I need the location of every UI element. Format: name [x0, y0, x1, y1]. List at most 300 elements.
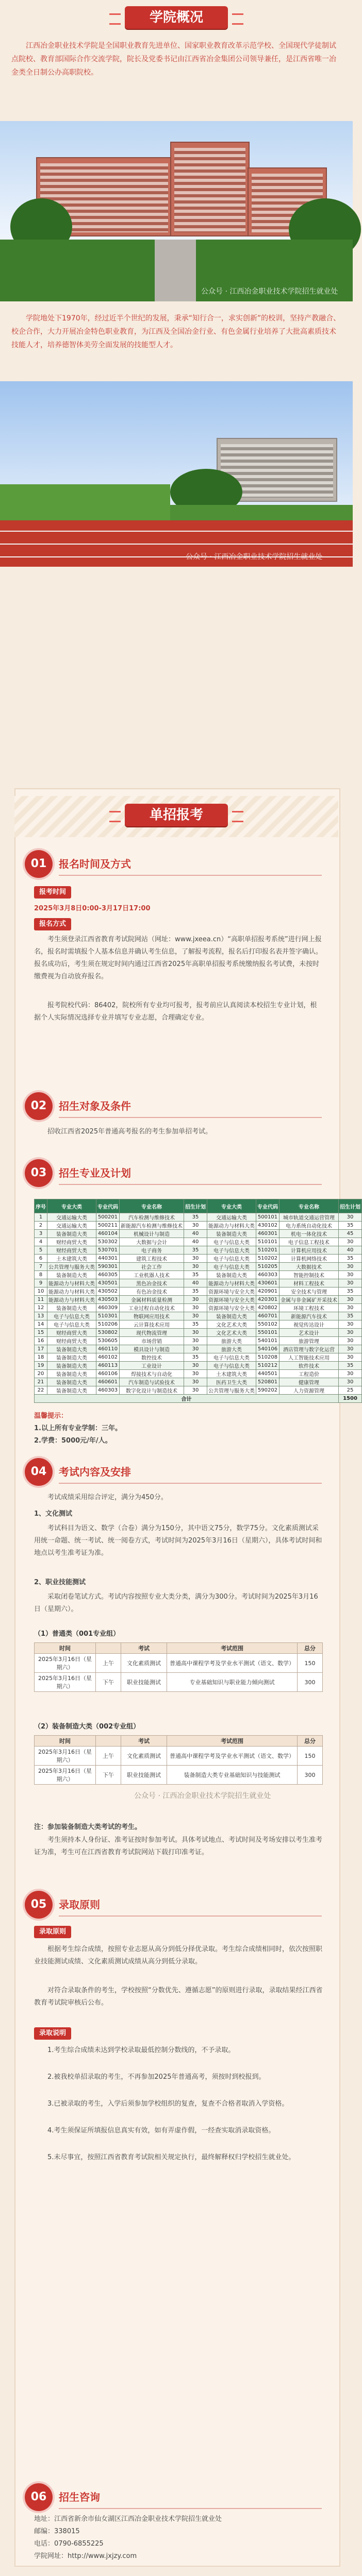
table-cell: 10 — [35, 1287, 47, 1296]
table-cell: 30 — [184, 1296, 207, 1304]
table-header: 专业名称 — [279, 1199, 339, 1213]
table-cell: 5 — [35, 1246, 47, 1255]
table-row — [35, 1378, 362, 1386]
table-header: 总分 — [298, 1736, 323, 1747]
exam-sub-1: 1、文化测试 — [34, 1510, 73, 1518]
table-cell: 30 — [339, 1213, 362, 1222]
section-title-02: 招生对象及条件 — [59, 1100, 131, 1112]
table-cell: 装备制造大类 — [47, 1370, 96, 1378]
table-cell: 460110 — [96, 1345, 120, 1353]
table-cell: 9 — [35, 1279, 47, 1287]
table-cell: 交通运输大类 — [207, 1213, 256, 1222]
table-cell: 430102 — [256, 1222, 279, 1230]
table-cell: 8 — [35, 1271, 47, 1279]
table-cell: 旅游大类 — [207, 1337, 256, 1345]
table-header: 招生计划 — [184, 1199, 207, 1213]
table-cell: 460701 — [256, 1312, 279, 1320]
section-number-03: 03 — [25, 1159, 53, 1187]
table-cell: 文化艺术大类 — [207, 1329, 256, 1337]
table-header: 考试 — [121, 1643, 167, 1654]
table-cell: 2025年3月16日（星期六） — [35, 1654, 96, 1673]
table-cell: 能源动力与材料大类 — [207, 1279, 256, 1287]
table-header-row — [35, 1199, 362, 1213]
table-cell: 17 — [35, 1345, 47, 1353]
table-cell: 460102 — [96, 1353, 120, 1362]
table-row — [35, 1287, 362, 1296]
section-divider — [59, 1483, 322, 1484]
contact-address: 地址：江西省新余市仙女湖区江西冶金职业技术学院招生就业处 — [34, 2515, 222, 2523]
table-cell: 30 — [339, 1345, 362, 1353]
admission-item-4: 4.考生须保证所填报信息真实有效，如有弄虚作假，一经查实取消录取资格。 — [47, 2127, 275, 2134]
section-divider — [59, 2508, 322, 2509]
table-cell: 金属材料质量检测 — [120, 1296, 184, 1304]
table-cell: 云计算技术应用 — [120, 1320, 184, 1329]
table-cell: 电子与信息大类 — [207, 1238, 256, 1246]
table-cell: 510212 — [256, 1362, 279, 1370]
table-header: 招生计划 — [339, 1199, 362, 1213]
exam-text-2: 采取闭卷笔试方式。考试内容按照专业大类分类，满分为300分。考试时间为2025年3月16日（星期六）。 — [34, 1593, 318, 1613]
table-cell: 590301 — [96, 1263, 120, 1271]
right-decoration — [232, 811, 243, 822]
register-code-text: 报考院校代码：86402，院校所有专业均可报考，报考前应认真阅读本校招生专业计划，根据个人实际情况选择专业并填写专业志愿，合理确定专业。 — [34, 1002, 317, 1022]
table-cell: 装备制造大类 — [207, 1312, 256, 1320]
table-cell: 430503 — [96, 1296, 120, 1304]
table-body — [35, 1213, 362, 1395]
intro-title-text: 学院概况 — [149, 10, 203, 25]
schedule-caption-2: （2）装备制造大类（002专业组） — [34, 1723, 140, 1731]
section-number-01: 01 — [25, 850, 53, 878]
table-cell: 电子与信息大类 — [207, 1246, 256, 1255]
table-cell: 模具设计与制造 — [120, 1345, 184, 1353]
exam-schedule-table-1 — [34, 1642, 323, 1692]
table-cell: 510201 — [256, 1246, 279, 1255]
table-row — [35, 1255, 362, 1263]
table-cell: 30 — [339, 1370, 362, 1378]
table-total-row — [35, 1395, 362, 1403]
exam-note-text: 考生须持本人身份证、准考证按时参加考试。具体考试地点、考试时间及考场安排以考生准考证为准，考生可在江西省教育考试院网站下载打印准考证。 — [34, 1836, 323, 1856]
exam-note-title: 注：参加装备制造大类考试的考生。 — [34, 1823, 142, 1831]
section-title-05: 录取原则 — [59, 1899, 100, 1911]
table-cell: 智能控制技术 — [279, 1271, 339, 1279]
table-cell: 510205 — [256, 1263, 279, 1271]
table-cell: 1 — [35, 1213, 47, 1222]
table-cell: 460303 — [96, 1386, 120, 1395]
table-watermark: 公众号 · 江西冶金职业技术学院招生就业处 — [134, 1792, 271, 1800]
table-cell: 装备制造大类 — [207, 1230, 256, 1238]
table-cell: 有色冶金技术 — [120, 1287, 184, 1296]
table-cell: 40 — [184, 1238, 207, 1246]
table-cell: 新能源汽车检测与维修技术 — [120, 1222, 184, 1230]
note-2: 2.学费：5000元/年/人。 — [34, 1437, 112, 1445]
table-header: 专业代码 — [96, 1199, 120, 1213]
table-cell: 510208 — [256, 1353, 279, 1362]
table-cell: 新能源汽车技术 — [279, 1312, 339, 1320]
table-cell: 510301 — [96, 1312, 120, 1320]
table-row — [35, 1304, 362, 1312]
table-cell: 540106 — [256, 1345, 279, 1353]
note-1: 1.以上所有专业学制：三年。 — [34, 1425, 122, 1432]
admission-item-1: 1.考生综合成绩未达到学校录取最低控制分数线的，不予录取。 — [47, 2046, 235, 2054]
table-cell: 150 — [298, 1747, 323, 1766]
table-cell: 150 — [298, 1654, 323, 1673]
table-cell: 软件技术 — [279, 1362, 339, 1370]
table-cell: 文化素质测试 — [121, 1654, 167, 1673]
table-row — [35, 1673, 323, 1692]
table-cell: 2025年3月16日（星期六） — [35, 1747, 96, 1766]
table-cell: 大数据与会计 — [120, 1238, 184, 1246]
table-row — [35, 1296, 362, 1304]
table-cell: 公共管理与服务大类 — [207, 1386, 256, 1395]
table-cell: 45 — [339, 1230, 362, 1238]
table-cell: 12 — [35, 1304, 47, 1312]
table-cell: 30 — [184, 1304, 207, 1312]
section-divider — [59, 1184, 322, 1185]
campus-photo-2 — [0, 381, 353, 567]
table-cell: 装备制造大类 — [47, 1386, 96, 1395]
section-number-05: 05 — [25, 1891, 53, 1919]
table-cell: 能源动力与材料大类 — [47, 1287, 96, 1296]
table-cell: 35 — [339, 1222, 362, 1230]
table-cell: 旅游管理 — [279, 1337, 339, 1345]
total-label: 合计 — [35, 1395, 339, 1403]
table-cell: 460305 — [96, 1271, 120, 1279]
register-method-text: 考生须登录江西省教育考试院网站（网址：www.jxeea.cn）“高职单招报考系统”进行网上报名，报名时需填报个人基本信息并确认考生信息，了解报考流程，报名后打印报名表并签字确认。报名成功后，考生须在规定时间内通过江西省2025年高职单招报考系统缴纳报名考试费，未按时缴费视为自动放弃报名。 — [34, 936, 323, 980]
table-cell: 旅游大类 — [207, 1345, 256, 1353]
table-cell: 能源动力与材料大类 — [207, 1222, 256, 1230]
table-cell: 下午 — [96, 1766, 121, 1785]
table-header: 专业名称 — [120, 1199, 184, 1213]
table-cell: 汽车检测与维修技术 — [120, 1213, 184, 1222]
table-cell: 电力系统自动化技术 — [279, 1222, 339, 1230]
table-cell: 35 — [184, 1287, 207, 1296]
table-cell: 550101 — [256, 1329, 279, 1337]
right-decoration — [232, 13, 243, 25]
register-time: 2025年3月8日0:00-3月17日17:00 — [34, 905, 151, 912]
table-cell: 19 — [35, 1362, 47, 1370]
table-cell: 530605 — [96, 1337, 120, 1345]
table-cell: 上午 — [96, 1747, 121, 1766]
table-cell: 35 — [339, 1312, 362, 1320]
table-row — [35, 1263, 362, 1271]
table-cell: 460601 — [96, 1378, 120, 1386]
photo-watermark-1: 公众号 · 江西冶金职业技术学院招生就业处 — [201, 287, 338, 296]
table-cell: 工业机器人技术 — [120, 1271, 184, 1279]
table-row — [35, 1337, 362, 1345]
table-cell: 30 — [339, 1238, 362, 1246]
table-row — [35, 1246, 362, 1255]
table-row — [35, 1362, 362, 1370]
table-cell: 460104 — [96, 1230, 120, 1238]
table-cell: 下午 — [96, 1673, 121, 1692]
table-header: 序号 — [35, 1199, 47, 1213]
table-cell: 11 — [35, 1296, 47, 1304]
table-header: 时间 — [35, 1643, 96, 1654]
table-cell: 能源动力与材料大类 — [47, 1296, 96, 1304]
table-cell: 人工智能技术应用 — [279, 1353, 339, 1362]
contact-postcode: 邮编：338015 — [34, 2528, 80, 2535]
admission-item-2: 2.被我校单招录取的考生，不再参加2025年普通高考，须按时到校报到。 — [47, 2073, 266, 2081]
section-divider — [59, 1916, 322, 1917]
admission-title — [125, 804, 228, 826]
table-cell: 530302 — [96, 1238, 120, 1246]
table-header: 专业大类 — [47, 1199, 96, 1213]
table-cell: 现代物流管理 — [120, 1329, 184, 1337]
table-cell: 社会工作 — [120, 1263, 184, 1271]
table-cell: 30 — [339, 1263, 362, 1271]
table-cell: 590202 — [256, 1386, 279, 1395]
table-cell: 物联网应用技术 — [120, 1312, 184, 1320]
table-cell: 300 — [298, 1673, 323, 1692]
exam-schedule-table-2 — [34, 1735, 323, 1785]
target-text: 招收江西省2025年普通高考报名的考生参加单招考试。 — [47, 1128, 212, 1136]
table-row — [35, 1370, 362, 1378]
table-cell: 人力资源管理 — [279, 1386, 339, 1395]
table-cell: 35 — [184, 1246, 207, 1255]
table-cell: 510202 — [256, 1255, 279, 1263]
table-cell: 电子与信息大类 — [207, 1263, 256, 1271]
table-cell: 装备制造大类 — [47, 1353, 96, 1362]
section-divider — [59, 875, 322, 876]
table-cell: 3 — [35, 1230, 47, 1238]
table-header: 时间 — [35, 1736, 96, 1747]
table-cell: 工程造价 — [279, 1370, 339, 1378]
table-cell: 财经商贸大类 — [47, 1238, 96, 1246]
table-cell: 510206 — [96, 1320, 120, 1329]
table-cell: 460113 — [96, 1362, 120, 1370]
table-cell: 30 — [339, 1337, 362, 1345]
table-row — [35, 1271, 362, 1279]
table-cell: 21 — [35, 1378, 47, 1386]
admission-item-3: 3.已被录取的考生，入学后须参加学校组织的复查，复查不合格者取消入学资格。 — [47, 2100, 289, 2108]
table-cell: 7 — [35, 1263, 47, 1271]
table-cell: 510101 — [256, 1238, 279, 1246]
table-row — [35, 1766, 323, 1785]
table-cell: 健康管理 — [279, 1378, 339, 1386]
table-cell: 4 — [35, 1238, 47, 1246]
table-cell: 装备制造大类专业基础知识与技能测试 — [167, 1766, 298, 1785]
table-cell: 电子与信息大类 — [47, 1312, 96, 1320]
table-cell: 30 — [184, 1312, 207, 1320]
table-cell: 420901 — [256, 1287, 279, 1296]
table-cell: 30 — [184, 1222, 207, 1230]
table-cell: 财经商贸大类 — [47, 1337, 96, 1345]
table-cell: 装备制造大类 — [47, 1362, 96, 1370]
table-header: 考试范围 — [167, 1736, 298, 1747]
table-cell: 普通高中课程学考及学业水平测试（语文、数学） — [167, 1747, 298, 1766]
table-cell: 交通运输大类 — [47, 1222, 96, 1230]
table-cell: 30 — [184, 1255, 207, 1263]
table-cell: 数字化设计与制造技术 — [120, 1386, 184, 1395]
admission-title-text: 单招报考 — [149, 807, 203, 823]
table-cell: 420301 — [256, 1296, 279, 1304]
table-cell: 15 — [35, 1329, 47, 1337]
exam-sub-2: 2、职业技能测试 — [34, 1579, 86, 1586]
table-row — [35, 1654, 323, 1673]
exam-text-1: 考试科目为语文、数学（合卷）满分为150分，其中语文75分，数学75分。文化素质测试采用统一命题、统一考试、统一阅卷方式，考试时间为2025年3月16日（星期六），具体考试时间和地点以考生准考证为准。 — [34, 1524, 322, 1557]
intro-paragraph-1: 江西冶金职业技术学院是全国职业教育先进单位、国家职业教育改革示范学校、全国现代学徒制试点院校、教育部国际合作交流学院，院长及党委书记由江西省冶金集团公司领导兼任，是江西省唯一冶金类全日制公办高职院校。 — [11, 42, 336, 77]
table-cell: 530802 — [96, 1329, 120, 1337]
table-cell: 金属与非金属矿开采技术 — [279, 1296, 339, 1304]
table-header: 考试 — [121, 1736, 167, 1747]
table-cell: 电子商务 — [120, 1246, 184, 1255]
table-cell: 市场营销 — [120, 1337, 184, 1345]
table-cell: 职业技能测试 — [121, 1766, 167, 1785]
table-cell: 装备制造大类 — [47, 1304, 96, 1312]
table-cell: 530701 — [96, 1246, 120, 1255]
table-cell: 16 — [35, 1337, 47, 1345]
table-cell: 专业基础知识与职业能力倾向测试 — [167, 1673, 298, 1692]
table-cell: 资源环境与安全大类 — [207, 1304, 256, 1312]
table-cell: 2 — [35, 1222, 47, 1230]
table-row — [35, 1230, 362, 1238]
table-cell: 14 — [35, 1320, 47, 1329]
table-cell: 22 — [35, 1386, 47, 1395]
table-cell: 460309 — [96, 1304, 120, 1312]
table-cell: 430501 — [96, 1279, 120, 1287]
section-number-06: 06 — [25, 2483, 53, 2511]
table-row — [35, 1222, 362, 1230]
table-cell: 35 — [184, 1213, 207, 1222]
table-cell: 装备制造大类 — [47, 1271, 96, 1279]
table-cell: 30 — [339, 1304, 362, 1312]
table-cell: 文化素质测试 — [121, 1747, 167, 1766]
table-cell: 交通运输大类 — [47, 1213, 96, 1222]
contact-phone[interactable]: 电话：0790-6855225 — [34, 2540, 104, 2548]
table-cell: 300 — [298, 1766, 323, 1785]
left-decoration — [109, 13, 121, 25]
table-cell: 460303 — [256, 1271, 279, 1279]
table-cell: 计算机网络技术 — [279, 1255, 339, 1263]
table-cell: 30 — [339, 1296, 362, 1304]
table-cell: 6 — [35, 1255, 47, 1263]
table-cell: 城市轨道交通运营管理 — [279, 1213, 339, 1222]
section-divider — [59, 1117, 322, 1118]
section-title-04: 考试内容及安排 — [59, 1466, 131, 1478]
table-cell: 机械设计与制造 — [120, 1230, 184, 1238]
table-cell: 焊接技术与自动化 — [120, 1370, 184, 1378]
table-cell: 资源环境与安全大类 — [207, 1287, 256, 1296]
table-cell: 30 — [184, 1386, 207, 1395]
table-row — [35, 1213, 362, 1222]
table-cell: 440501 — [256, 1370, 279, 1378]
tag-admission-principle: 录取原则 — [34, 1926, 71, 1938]
table-cell: 汽车制造与试验技术 — [120, 1378, 184, 1386]
table-cell: 30 — [184, 1263, 207, 1271]
table-cell: 医药卫生大类 — [207, 1378, 256, 1386]
table-cell: 机电一体化技术 — [279, 1230, 339, 1238]
admission-text-2: 对符合录取条件的考生，学校按照“分数优先、遵循志愿”的原则进行录取，录取结果经江西省教育考试院审核后公布。 — [34, 1987, 323, 2007]
section-number-04: 04 — [25, 1458, 53, 1486]
table-cell: 40 — [339, 1246, 362, 1255]
table-cell: 黑色冶金技术 — [120, 1279, 184, 1287]
table-cell: 40 — [184, 1230, 207, 1238]
tag-register-method: 报名方式 — [34, 918, 71, 930]
table-cell: 视觉传达设计 — [279, 1320, 339, 1329]
table-header: 专业大类 — [207, 1199, 256, 1213]
table-cell: 大数据技术 — [279, 1263, 339, 1271]
table-cell: 18 — [35, 1353, 47, 1362]
table-row — [35, 1353, 362, 1362]
table-cell: 40 — [184, 1279, 207, 1287]
table-header — [96, 1643, 121, 1654]
table-cell: 能源动力与材料大类 — [47, 1279, 96, 1287]
section-number-02: 02 — [25, 1092, 53, 1120]
table-row — [35, 1279, 362, 1287]
table-cell: 电子与信息大类 — [47, 1320, 96, 1329]
table-cell: 酒店管理与数字化运营 — [279, 1345, 339, 1353]
table-cell: 13 — [35, 1312, 47, 1320]
table-cell: 工业过程自动化技术 — [120, 1304, 184, 1312]
table-cell: 440301 — [96, 1255, 120, 1263]
table-cell: 540101 — [256, 1337, 279, 1345]
table-cell: 土木建筑大类 — [207, 1370, 256, 1378]
table-cell: 35 — [339, 1287, 362, 1296]
tag-register-time: 报考时间 — [34, 886, 71, 899]
table-row — [35, 1320, 362, 1329]
total-value: 1500 — [339, 1395, 362, 1403]
table-cell: 20 — [35, 1370, 47, 1378]
table-cell: 财经商贸大类 — [47, 1246, 96, 1255]
enrollment-plan-table — [34, 1199, 362, 1403]
table-cell: 装备制造大类 — [47, 1230, 96, 1238]
table-cell: 30 — [339, 1329, 362, 1337]
table-cell: 电子信息工程技术 — [279, 1238, 339, 1246]
table-cell: 工业设计 — [120, 1362, 184, 1370]
table-cell: 35 — [184, 1320, 207, 1329]
left-decoration — [109, 811, 121, 822]
table-cell: 2025年3月16日（星期六） — [35, 1766, 96, 1785]
table-cell: 30 — [184, 1370, 207, 1378]
exam-intro: 考试成绩采用综合评定，满分为450分。 — [47, 1494, 168, 1501]
table-header — [96, 1736, 121, 1747]
table-header: 考试范围 — [167, 1643, 298, 1654]
table-cell: 30 — [339, 1271, 362, 1279]
table-cell: 计算机应用技术 — [279, 1246, 339, 1255]
table-row — [35, 1386, 362, 1395]
table-cell: 数控技术 — [120, 1353, 184, 1362]
table-cell: 装备制造大类 — [207, 1271, 256, 1279]
table-header: 总分 — [298, 1643, 323, 1654]
table-cell: 430502 — [96, 1287, 120, 1296]
table-header: 专业代码 — [256, 1199, 279, 1213]
table-cell: 500211 — [96, 1222, 120, 1230]
table-cell: 资源环境与安全大类 — [207, 1296, 256, 1304]
table-cell: 30 — [184, 1329, 207, 1337]
table-cell: 460106 — [96, 1370, 120, 1378]
table-cell: 上午 — [96, 1654, 121, 1673]
contact-website[interactable]: 学院网址：http://www.jxjzy.com — [34, 2552, 137, 2560]
table-cell: 2025年3月16日（星期六） — [35, 1673, 96, 1692]
admission-text-1: 根据考生综合成绩，按照专业志愿从高分到低分择优录取。考生综合成绩相同时，依次按照职业技能测试成绩、文化素质测试成绩从高分到低分录取。 — [34, 1945, 323, 1965]
table-cell: 土木建筑大类 — [47, 1255, 96, 1263]
table-cell: 500201 — [96, 1213, 120, 1222]
table-cell: 30 — [339, 1279, 362, 1287]
table-cell: 30 — [184, 1378, 207, 1386]
table-cell: 电子与信息大类 — [207, 1255, 256, 1263]
intro-paragraph-2: 学院地处下1970年，经过近半个世纪的发展，秉承“知行合一，求实创新”的校训，坚持产教融合、校企合作，大力开展冶金特色职业教育，为江西及全国冶金行业、有色金属行业培养了大批高素质技术技能人才，培养德智体美劳全面发展的技能型人才。 — [11, 314, 341, 349]
table-cell: 35 — [339, 1362, 362, 1370]
table-cell: 环境工程技术 — [279, 1304, 339, 1312]
table-cell: 装备制造大类 — [47, 1378, 96, 1386]
table-row — [35, 1329, 362, 1337]
table-cell: 安全技术与管理 — [279, 1287, 339, 1296]
campus-photo-1 — [0, 121, 353, 301]
table-cell: 材料工程技术 — [279, 1279, 339, 1287]
admission-item-5: 5.未尽事宜，按照江西省教育考试院相关规定执行，最终解释权归学校招生就业处。 — [47, 2154, 295, 2161]
table-cell: 30 — [339, 1353, 362, 1362]
table-cell: 普通高中课程学考及学业水平测试（语文、数学） — [167, 1654, 298, 1673]
table-cell: 建筑工程技术 — [120, 1255, 184, 1263]
